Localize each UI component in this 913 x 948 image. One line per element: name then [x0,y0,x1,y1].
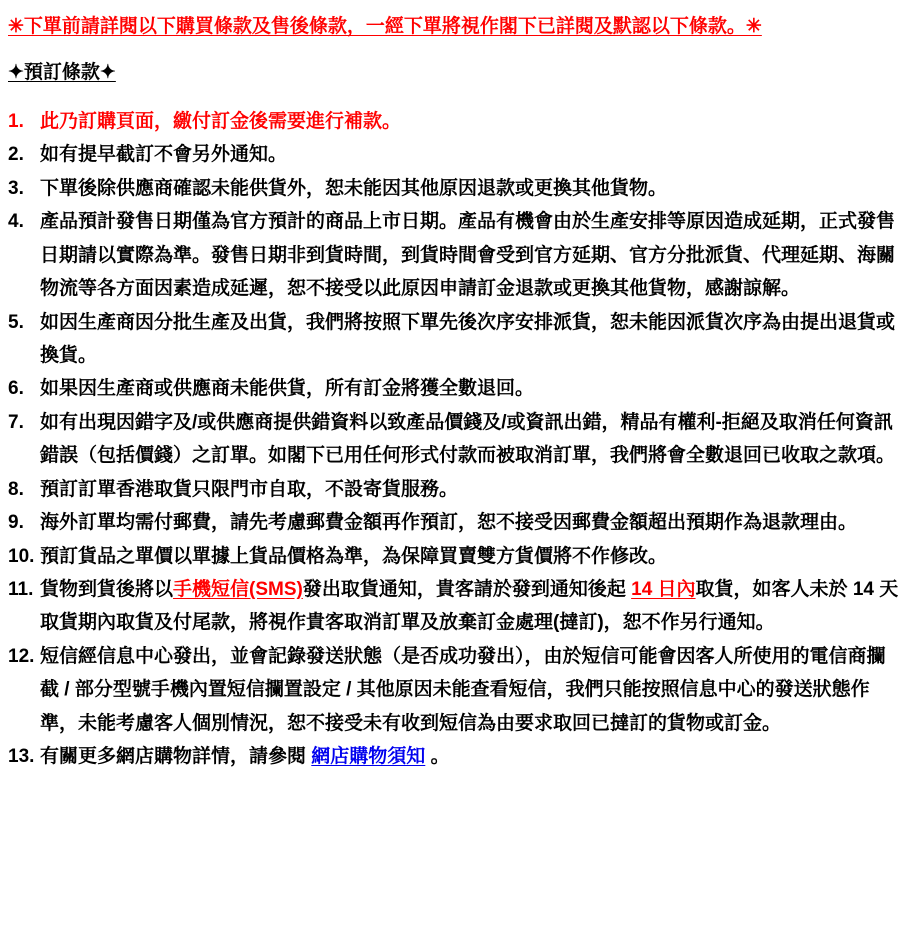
term-item [8,172,903,205]
term-item [8,740,903,773]
term-number: 12. [8,645,35,667]
term-item [8,540,903,573]
term-text [40,573,903,640]
term-segment: 手機短信(SMS) [173,579,303,600]
term-segment: 預訂貨品之單價以單據上貨品價格為準，為保障買賣雙方貨價將不作修改。 [40,545,668,567]
term-text [40,205,903,305]
term-item [8,105,903,138]
term-text [40,540,903,573]
term-segment: 產品預計發售日期僅為官方預計的商品上市日期。產品有機會由於生產安排等原因造成延期，正式發售日期請以實際為準。發售日期非到貨時間，到貨時間會受到官方延期、官方分批派貨、代理延期、海關物流等各方面因素造成延遲，恕不接受以此原因申請訂金退款或更換其他貨物，感謝諒解。 [40,211,896,300]
term-number: 5. [8,311,24,333]
term-number: 13. [8,746,35,768]
term-number: 9. [8,512,24,534]
pre-order-warning-notice: ✳下單前請詳閱以下購買條款及售後條款，一經下單將視作閣下已詳閱及默認以下條款。✳ [8,16,762,37]
term-item [8,306,903,373]
term-segment: 取貨，如客人未於 14 天取貨期內取貨及付尾款，將視作貴客取消訂單及放棄訂金處理(撻訂)，恕不作另行通知。 [40,579,899,634]
term-segment: 此乃訂購頁面，繳付訂金後需要進行補款。 [40,110,402,132]
term-text [40,640,903,740]
term-segment: 14 日內 [631,579,696,600]
term-text [40,473,903,506]
term-number: 2. [8,144,24,166]
section-title-preorder-terms: ✦預訂條款✦ [8,62,116,84]
terms-list [8,105,903,774]
term-item [8,205,903,305]
term-text [40,306,903,373]
term-text [40,506,903,539]
term-item [8,138,903,171]
term-text [40,372,903,405]
term-segment: 預訂訂單香港取貨只限門市自取，不設寄貨服務。 [40,478,459,500]
term-text [40,406,903,473]
term-number: 11. [8,579,34,600]
shop-guide-link[interactable]: 網店購物須知 [311,746,426,768]
term-segment: 海外訂單均需付郵費，請先考慮郵費金額再作預訂，恕不接受因郵費金額超出預期作為退款理由。 [40,512,858,534]
term-number: 1. [8,110,24,132]
term-number: 7. [8,411,24,433]
term-segment: 。 [425,746,450,768]
term-number: 3. [8,177,24,199]
term-item [8,473,903,506]
term-segment: 貨物到貨後將以 [40,579,174,600]
term-item [8,372,903,405]
term-segment: 發出取貨通知，貴客請於發到通知後起 [302,579,632,600]
term-number: 8. [8,478,24,500]
term-segment: 下單後除供應商確認未能供貨外，恕未能因其他原因退款或更換其他貨物。 [40,177,668,199]
term-segment: 如因生產商因分批生產及出貨，我們將按照下單先後次序安排派貨，恕未能因派貨次序為由提出退貨或換貨。 [40,311,896,366]
term-item [8,506,903,539]
term-item [8,406,903,473]
term-item [8,640,903,740]
term-number: 6. [8,378,24,400]
term-text [40,740,903,773]
term-segment: 如有出現因錯字及/或供應商提供錯資料以致產品價錢及/或資訊出錯，精品有權利-拒絕及取消任何資訊錯誤（包括價錢）之訂單。如閣下已用任何形式付款而被取消訂單，我們將會全數退回已收取之款項。 [40,411,896,467]
term-segment: 短信經信息中心發出，並會記錄發送狀態（是否成功發出），由於短信可能會因客人所使用的電信商攔截 / 部分型號手機內置短信攔置設定 / 其他原因未能查看短信，我們只能按照信息中心的發送狀態作準，未能考慮客人個別情況，恕不接受未有收到短信為由要求取回已撻訂的貨物或訂金。 [40,645,886,734]
term-item [8,573,903,640]
term-text [40,105,903,138]
term-number: 10. [8,545,35,567]
term-text [40,172,903,205]
term-segment: 有關更多網店購物詳情，請參閱 [40,746,312,768]
term-number: 4. [8,211,24,233]
term-segment: 如有提早截訂不會另外通知。 [40,144,288,166]
term-segment: 如果因生產商或供應商未能供貨，所有訂金將獲全數退回。 [40,378,535,400]
term-text [40,138,903,171]
